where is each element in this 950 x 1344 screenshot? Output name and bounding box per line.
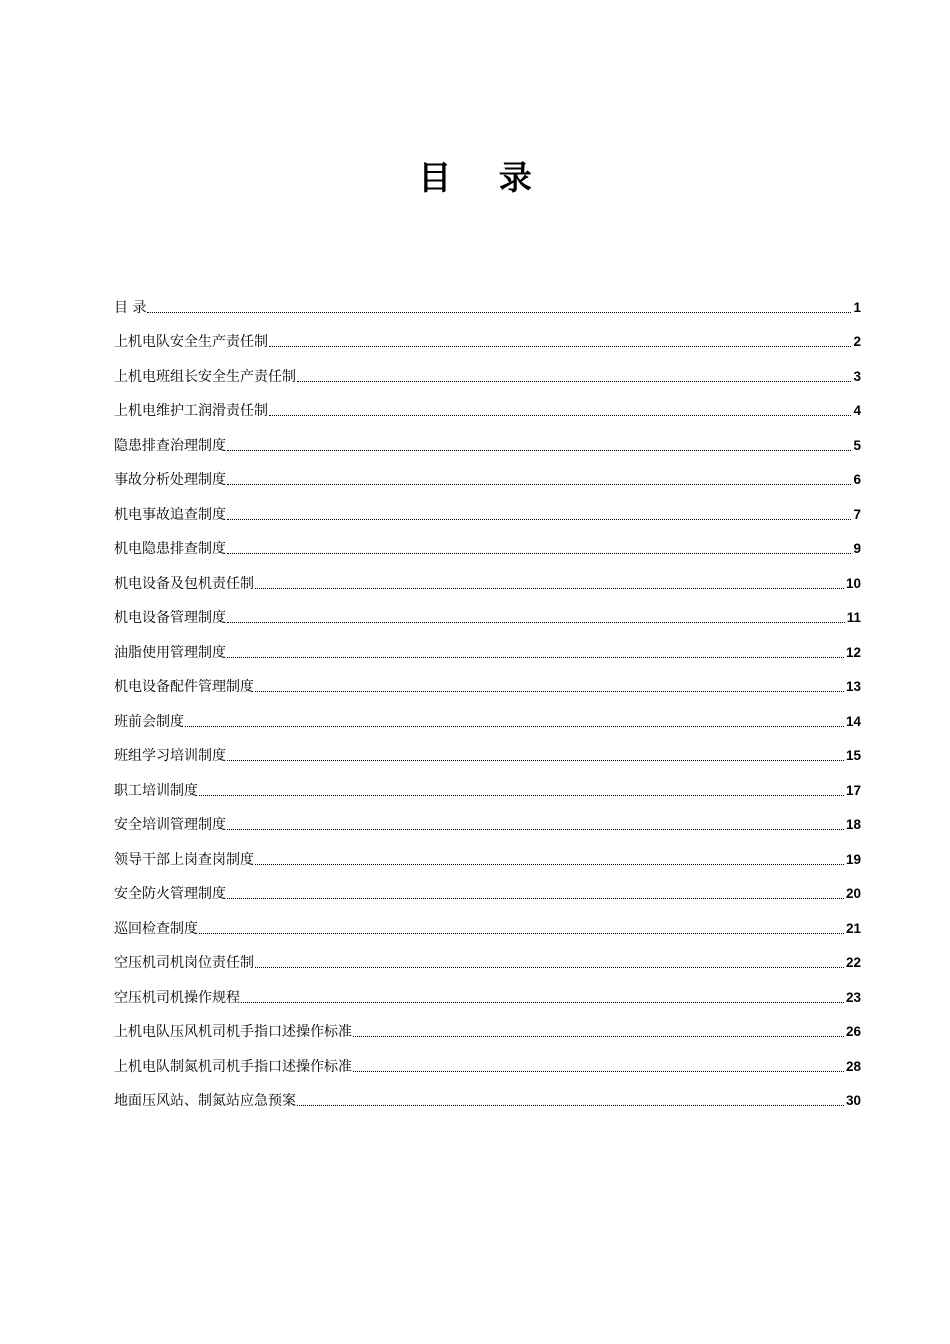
table-of-contents: [114, 282, 861, 1110]
toc-entry-label: 机电事故追查制度: [114, 506, 226, 523]
toc-entry[interactable]: [114, 558, 861, 593]
dot-leader: [227, 829, 844, 830]
dot-leader: [227, 484, 851, 485]
toc-entry[interactable]: [114, 1007, 861, 1042]
toc-entry-label: 空压机司机岗位责任制: [114, 955, 254, 971]
dot-leader: [227, 622, 845, 623]
toc-entry[interactable]: [114, 869, 861, 904]
toc-page-number: 26: [845, 1024, 861, 1039]
toc-page-number: 22: [845, 955, 861, 970]
toc-page-number: 6: [853, 472, 861, 487]
toc-entry[interactable]: [114, 524, 861, 559]
toc-entry[interactable]: [114, 938, 861, 973]
toc-page-number: 18: [845, 817, 861, 832]
toc-entry[interactable]: [114, 455, 861, 490]
toc-page-number: 4: [853, 403, 861, 418]
toc-page-number: 10: [845, 575, 861, 591]
toc-entry-label: 上机电队压风机司机手指口述操作标准: [114, 1024, 352, 1040]
toc-page-number: 12: [845, 644, 861, 660]
toc-entry[interactable]: [114, 386, 861, 421]
page-title: 目 录: [418, 158, 550, 197]
toc-entry-label: 空压机司机操作规程: [114, 989, 240, 1006]
toc-entry-label: 安全防火管理制度: [114, 886, 226, 902]
dot-leader: [227, 657, 844, 658]
toc-entry[interactable]: [114, 800, 861, 835]
toc-entry[interactable]: [114, 765, 861, 800]
dot-leader: [255, 967, 844, 968]
toc-page-number: 13: [845, 679, 861, 694]
dot-leader: [227, 553, 851, 554]
toc-entry-label: 班组学习培训制度: [114, 748, 226, 764]
toc-page-number: 21: [845, 920, 861, 936]
toc-entry[interactable]: [114, 834, 861, 869]
toc-page-number: 19: [845, 851, 861, 867]
toc-page-number: 11: [846, 610, 861, 625]
toc-entry-label: 上机电班组长安全生产责任制: [114, 368, 296, 385]
toc-entry[interactable]: [114, 317, 861, 352]
dot-leader: [269, 415, 851, 416]
dot-leader: [255, 588, 844, 589]
toc-entry-label: 目 录: [114, 299, 147, 316]
toc-page-number: 2: [853, 334, 861, 349]
toc-entry[interactable]: [114, 627, 861, 662]
toc-entry-label: 机电隐患排查制度: [114, 541, 226, 557]
dot-leader: [241, 1002, 844, 1003]
toc-entry[interactable]: [114, 731, 861, 766]
toc-entry-label: 机电设备管理制度: [114, 610, 226, 626]
toc-page-number: 7: [853, 506, 861, 522]
toc-entry[interactable]: [114, 903, 861, 938]
toc-entry-label: 上机电队安全生产责任制: [114, 334, 268, 350]
toc-entry[interactable]: [114, 972, 861, 1007]
dot-leader: [199, 795, 844, 796]
toc-entry[interactable]: [114, 593, 861, 628]
toc-entry-label: 巡回检查制度: [114, 920, 198, 937]
dot-leader: [227, 519, 851, 520]
dot-leader: [297, 381, 851, 382]
toc-page-number: 23: [845, 989, 861, 1005]
toc-entry-label: 机电设备配件管理制度: [114, 679, 254, 695]
dot-leader: [353, 1036, 844, 1037]
dot-leader: [227, 760, 844, 761]
toc-page-number: 5: [853, 437, 861, 453]
toc-page-number: 14: [845, 713, 861, 729]
toc-entry[interactable]: [114, 662, 861, 697]
toc-page-number: 30: [845, 1093, 861, 1108]
toc-entry-label: 班前会制度: [114, 713, 184, 730]
toc-entry-label: 机电设备及包机责任制: [114, 575, 254, 592]
toc-page-number: 15: [845, 748, 861, 763]
dot-leader: [255, 864, 844, 865]
toc-entry-label: 安全培训管理制度: [114, 817, 226, 833]
toc-entry[interactable]: [114, 282, 861, 317]
toc-entry-label: 上机电维护工润滑责任制: [114, 403, 268, 419]
toc-entry-label: 隐患排查治理制度: [114, 437, 226, 454]
toc-page-number: 3: [853, 368, 861, 384]
dot-leader: [297, 1105, 844, 1106]
toc-page-number: 1: [853, 299, 861, 315]
toc-page-number: 17: [845, 782, 861, 798]
toc-entry[interactable]: [114, 420, 861, 455]
toc-entry[interactable]: [114, 1041, 861, 1076]
dot-leader: [199, 933, 844, 934]
toc-page-number: 28: [845, 1058, 861, 1074]
toc-entry[interactable]: [114, 696, 861, 731]
toc-entry-label: 地面压风站、制氮站应急预案: [114, 1093, 296, 1109]
toc-entry[interactable]: [114, 1076, 861, 1111]
toc-entry-label: 油脂使用管理制度: [114, 644, 226, 661]
dot-leader: [255, 691, 844, 692]
dot-leader: [353, 1071, 844, 1072]
toc-entry-label: 领导干部上岗查岗制度: [114, 851, 254, 868]
dot-leader: [147, 312, 851, 313]
toc-entry[interactable]: [114, 351, 861, 386]
dot-leader: [185, 726, 844, 727]
toc-entry[interactable]: [114, 489, 861, 524]
dot-leader: [269, 346, 851, 347]
toc-entry-label: 上机电队制氮机司机手指口述操作标准: [114, 1058, 352, 1075]
dot-leader: [227, 450, 851, 451]
toc-page-number: 9: [853, 541, 861, 556]
toc-entry-label: 职工培训制度: [114, 782, 198, 799]
toc-page-number: 20: [845, 886, 861, 901]
toc-entry-label: 事故分析处理制度: [114, 472, 226, 488]
dot-leader: [227, 898, 844, 899]
